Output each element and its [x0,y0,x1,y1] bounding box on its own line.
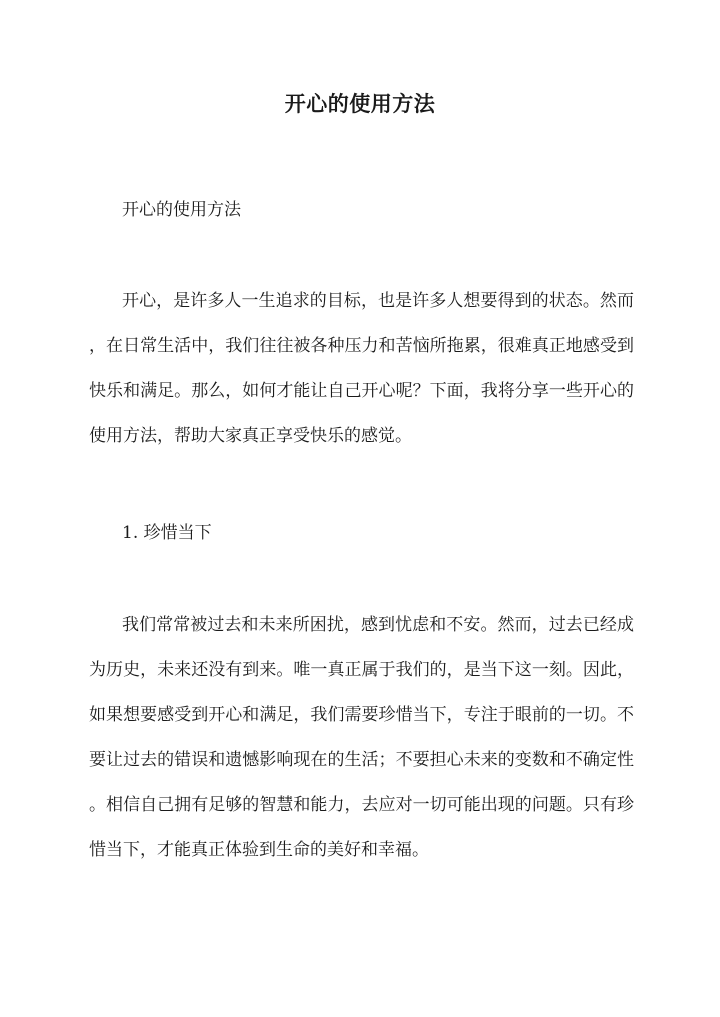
paragraph-line: 如果想要感受到开心和满足，我们需要珍惜当下，专注于眼前的一切。不 [89,705,634,725]
intro-paragraph [89,289,634,469]
paragraph-line: ，在日常生活中，我们往往被各种压力和苦恼所拖累，很难真正地感受到 [89,336,634,356]
paragraph-line: 快乐和满足。那么，如何才能让自己开心呢？下面，我将分享一些开心的 [89,381,634,401]
section-1-paragraph [89,613,634,883]
paragraph-line: 要让过去的错误和遗憾影响现在的生活；不要担心未来的变数和不确定性 [89,750,634,770]
paragraph-line: 开心，是许多人一生追求的目标，也是许多人想要得到的状态。然而 [122,291,634,311]
paragraph-line: 使用方法，帮助大家真正享受快乐的感觉。 [89,426,412,446]
paragraph-line: 我们常常被过去和未来所困扰，感到忧虑和不安。然而，过去已经成 [122,615,634,635]
subtitle: 开心的使用方法 [122,200,241,220]
page-title: 开心的使用方法 [284,91,436,116]
section-heading-1: 1. 珍惜当下 [122,523,212,543]
paragraph-line: 为历史，未来还没有到来。唯一真正属于我们的，是当下这一刻。因此， [89,660,634,680]
paragraph-line: 。相信自己拥有足够的智慧和能力，去应对一切可能出现的问题。只有珍 [89,795,634,815]
paragraph-line: 惜当下，才能真正体验到生命的美好和幸福。 [89,840,429,860]
